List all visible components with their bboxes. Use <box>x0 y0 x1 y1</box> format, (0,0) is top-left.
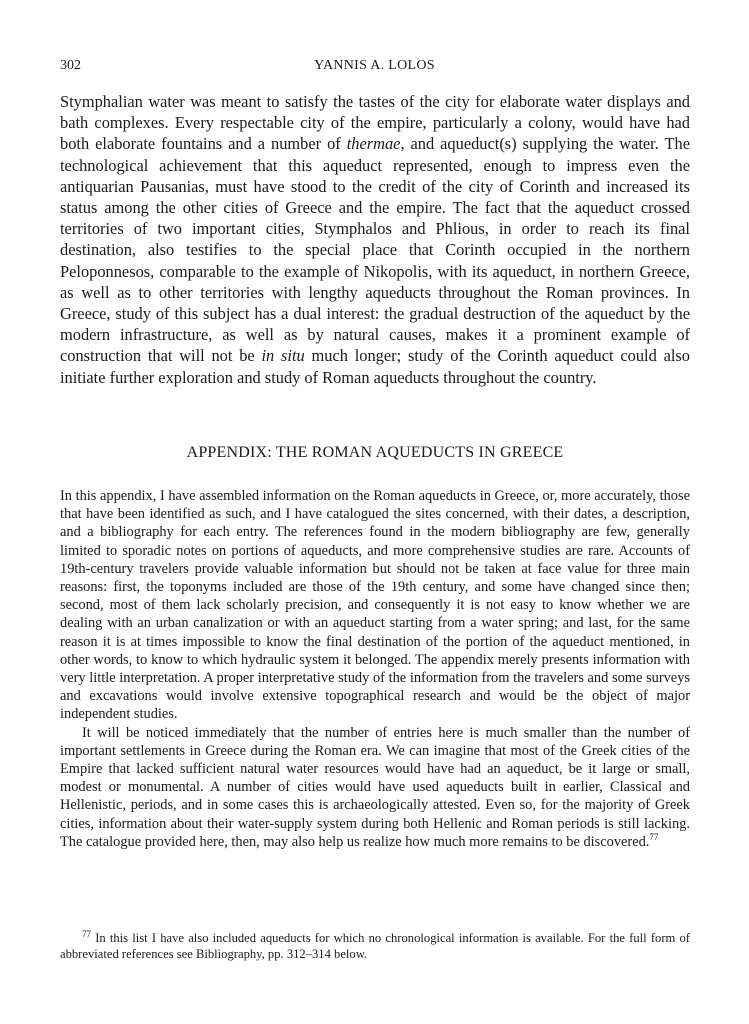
body-paragraph <box>60 91 690 388</box>
footnote <box>60 930 690 963</box>
body-text: much longer; study of the Corinth aqueduct could also initiate further exploration and study of Roman aqueducts throughout the country. <box>60 346 690 387</box>
appendix-body <box>60 487 690 851</box>
footnote-number: 77 <box>82 928 91 939</box>
page-header <box>60 58 689 78</box>
section-heading: APPENDIX: THE ROMAN AQUEDUCTS IN GREECE <box>186 444 564 461</box>
appendix-paragraph-2-text: It will be noticed immediately that the number of entries here is much smaller than the number of important settlements in Greece during the Roman era. We can imagine that most of the Greek cities of the Empire that lacked sufficient natural water resources would have had an aqueduct, be it large or small, modest or monumental. A number of cities would have used aqueducts built in earlier, Classical and Hellenistic, periods, and in some cases this is archaeologically attested. Even so, for the majority of Greek cities, information about their water-supply system during both Hellenic and Roman periods is still lacking. The catalogue provided here, then, may also help us realize how much more remains to be discovered. <box>60 724 690 850</box>
term-in-situ: in situ <box>261 346 305 366</box>
body-text: , and aqueduct(s) supplying the water. The technological achievement that this aqueduct represented, enough to impress even the antiquarian Pausanias, must have stood to the credit of the city of Corinth and increased its status among the other cities of Greece and the empire. The fact that the aqueduct crossed territories of two important cities, Stymphalos and Phlious, in order to reach its final destination, also testifies to the special place that Corinth occupied in the northern Peloponnesos, comparable to the example of Nikopolis, with its aqueduct, in northern Greece, as well as to other territories with lengthy aqueducts throughout the Roman provinces. In Greece, study of this subject has a dual interest: the gradual destruction of the aqueduct by the modern infrastructure, as well as by natural causes, makes it a prominent example of construction that will not be <box>60 134 690 366</box>
footnote-text: In this list I have also included aqueducts for which no chronological information is available. For the full form of abbreviated references see Bibliography, pp. 312–314 below. <box>60 931 690 962</box>
running-head: YANNIS A. LOLOS <box>314 58 435 73</box>
footnote-reference[interactable]: 77 <box>649 832 659 843</box>
body-text: Stymphalian water was meant to satisfy the tastes of the city for elaborate water displays and bath complexes. Every respectable city of the empire, particularly a colony, would have had both elaborate fountains and a number of <box>60 92 690 154</box>
page-number: 302 <box>60 58 81 73</box>
term-thermae: thermae <box>346 134 401 154</box>
appendix-paragraph-2 <box>60 724 690 851</box>
appendix-paragraph-1: In this appendix, I have assembled information on the Roman aqueducts in Greece, or, more accurately, those that have been identified as such, and I have catalogued the sites concerned, with their dates, a description, and a bibliography for each entry. The references found in the modern bibliography are few, generally limited to sporadic notes on portions of aqueducts, and more comprehensive studies are rare. Accounts of 19th-century travelers provide valuable information but should not be taken at face value for three main reasons: first, the toponyms included are those of the 19th century, and some have changed since then; second, most of them lack scholarly precision, and consequently it is not easy to know whether we are dealing with an urban canalization or with an aqueduct starting from a water spring; and last, for the same reason it is at times impossible to know the final destination of the portion of the aqueduct mentioned, in other words, to know to which hydraulic system it belonged. The appendix merely presents information with very little interpretation. A proper interpretative study of the information from the travelers and some surveys and excavations would involve extensive topographical research and would be the object of major independent studies. <box>60 488 690 723</box>
